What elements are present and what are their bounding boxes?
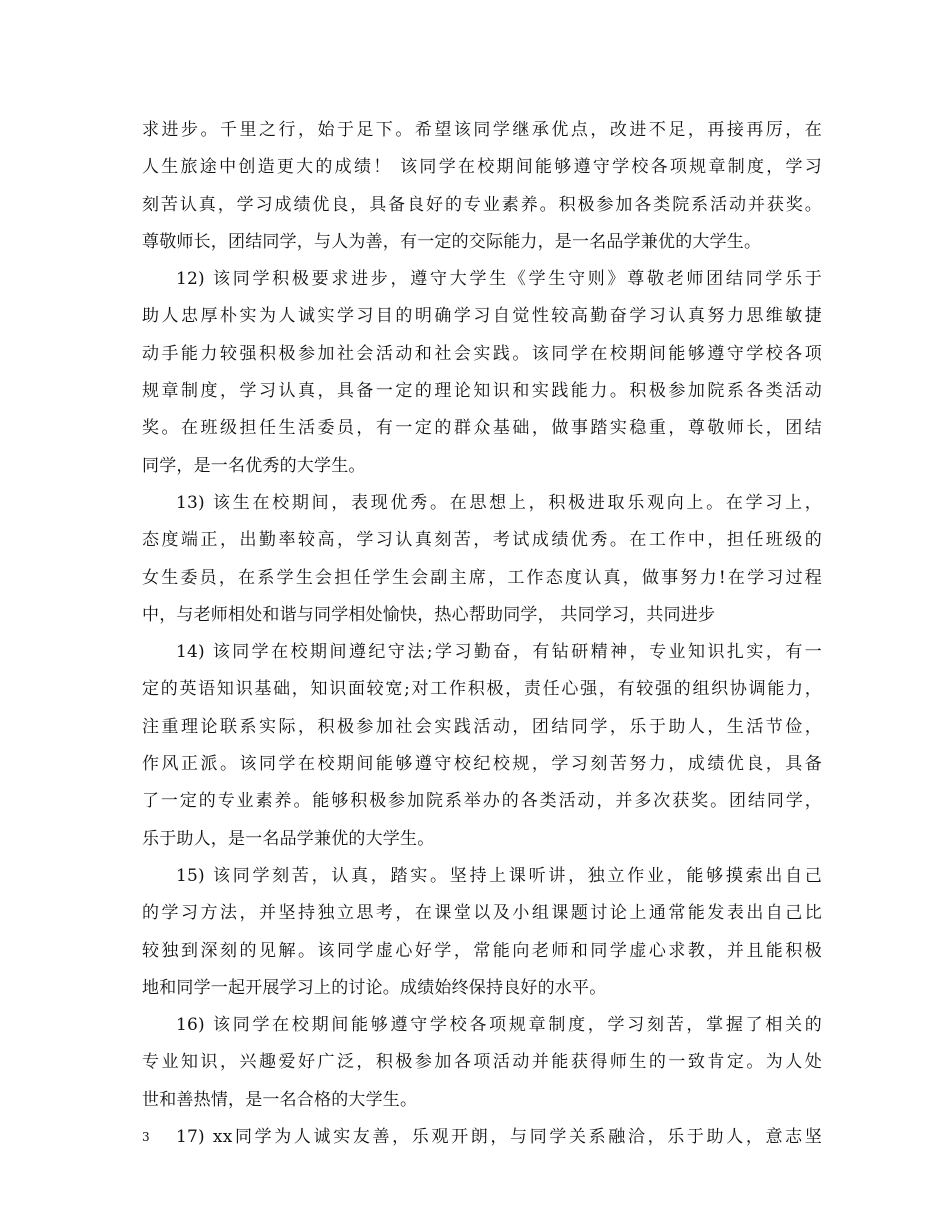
text-line: 注重理论联系实际，积极参加社会实践活动，团结同学，乐于助人，生活节俭， (142, 716, 822, 737)
text-line: 奖。在班级担任生活委员，有一定的群众基础，做事踏实稳重，尊敬师长，团结 (142, 418, 822, 439)
text-line: 专业知识，兴趣爱好广泛，积极参加各项活动并能获得师生的一致肯定。为人处 (142, 1052, 822, 1073)
text-line: 了一定的专业素养。能够积极参加院系举办的各类活动，并多次获奖。团结同学， (142, 791, 822, 812)
document-body (142, 112, 822, 1156)
text-line: 定的英语知识基础，知识面较宽;对工作积极，责任心强，有较强的组织协调能力， (142, 679, 822, 700)
text-line: 作风正派。该同学在校期间能够遵守校纪校规，学习刻苦努力，成绩优良，具备 (142, 754, 822, 775)
text-line: 的学习方法，并坚持独立思考，在课堂以及小组课题讨论上通常能发表出自己比 (142, 903, 822, 924)
text-line: 乐于助人，是一名品学兼优的大学生。 (142, 828, 435, 849)
text-line: 刻苦认真，学习成绩优良，具备良好的专业素养。积极参加各类院系活动并获奖。 (142, 194, 822, 215)
paragraph-16-line: 16) 该同学在校期间能够遵守学校各项规章制度，学习刻苦，掌握了相关的 (176, 1015, 822, 1036)
text-line: 较独到深刻的见解。该同学虚心好学，常能向老师和同学虚心求教，并且能积极 (142, 940, 822, 961)
paragraph-15-line: 15) 该同学刻苦，认真，踏实。坚持上课听讲，独立作业，能够摸索出自己 (176, 865, 822, 886)
text-line: 地和同学一起开展学习上的讨论。成绩始终保持良好的水平。 (142, 977, 607, 998)
text-line: 动手能力较强积极参加社会活动和社会实践。该同学在校期间能够遵守学校各项 (142, 343, 822, 364)
text-line: 人生旅途中创造更大的成绩！ 该同学在校期间能够遵守学校各项规章制度，学习 (142, 157, 822, 178)
text-line: 尊敬师长，团结同学，与人为善，有一定的交际能力，是一名品学兼优的大学生。 (142, 231, 762, 252)
text-line: 中，与老师相处和谐与同学相处愉快，热心帮助同学， 共同学习，共同进步 (142, 604, 716, 625)
paragraph-17-line: 17) xx同学为人诚实友善，乐观开朗，与同学关系融洽，乐于助人，意志坚 (176, 1127, 822, 1148)
paragraph-14-line: 14) 该同学在校期间遵纪守法;学习勤奋，有钻研精神，专业知识扎实，有一 (176, 642, 822, 663)
text-line: 女生委员，在系学生会担任学生会副主席，工作态度认真，做事努力!在学习过程 (142, 567, 822, 588)
paragraph-12-line: 12) 该同学积极要求进步，遵守大学生《学生守则》尊敬老师团结同学乐于 (176, 269, 822, 290)
text-line: 求进步。千里之行，始于足下。希望该同学继承优点，改进不足，再接再厉，在 (142, 120, 822, 140)
page-number: 3 (142, 1130, 150, 1144)
text-line: 世和善热情，是一名合格的大学生。 (142, 1089, 418, 1110)
text-line: 态度端正，出勤率较高，学习认真刻苦，考试成绩优秀。在工作中，担任班级的 (142, 530, 822, 551)
text-line: 同学，是一名优秀的大学生。 (142, 455, 366, 476)
text-line: 规章制度，学习认真，具备一定的理论知识和实践能力。积极参加院系各类活动 (142, 381, 822, 402)
text-line: 助人忠厚朴实为人诚实学习目的明确学习自觉性较高勤奋学习认真努力思维敏捷 (142, 306, 822, 327)
paragraph-13-line: 13) 该生在校期间，表现优秀。在思想上，积极进取乐观向上。在学习上， (176, 492, 822, 513)
